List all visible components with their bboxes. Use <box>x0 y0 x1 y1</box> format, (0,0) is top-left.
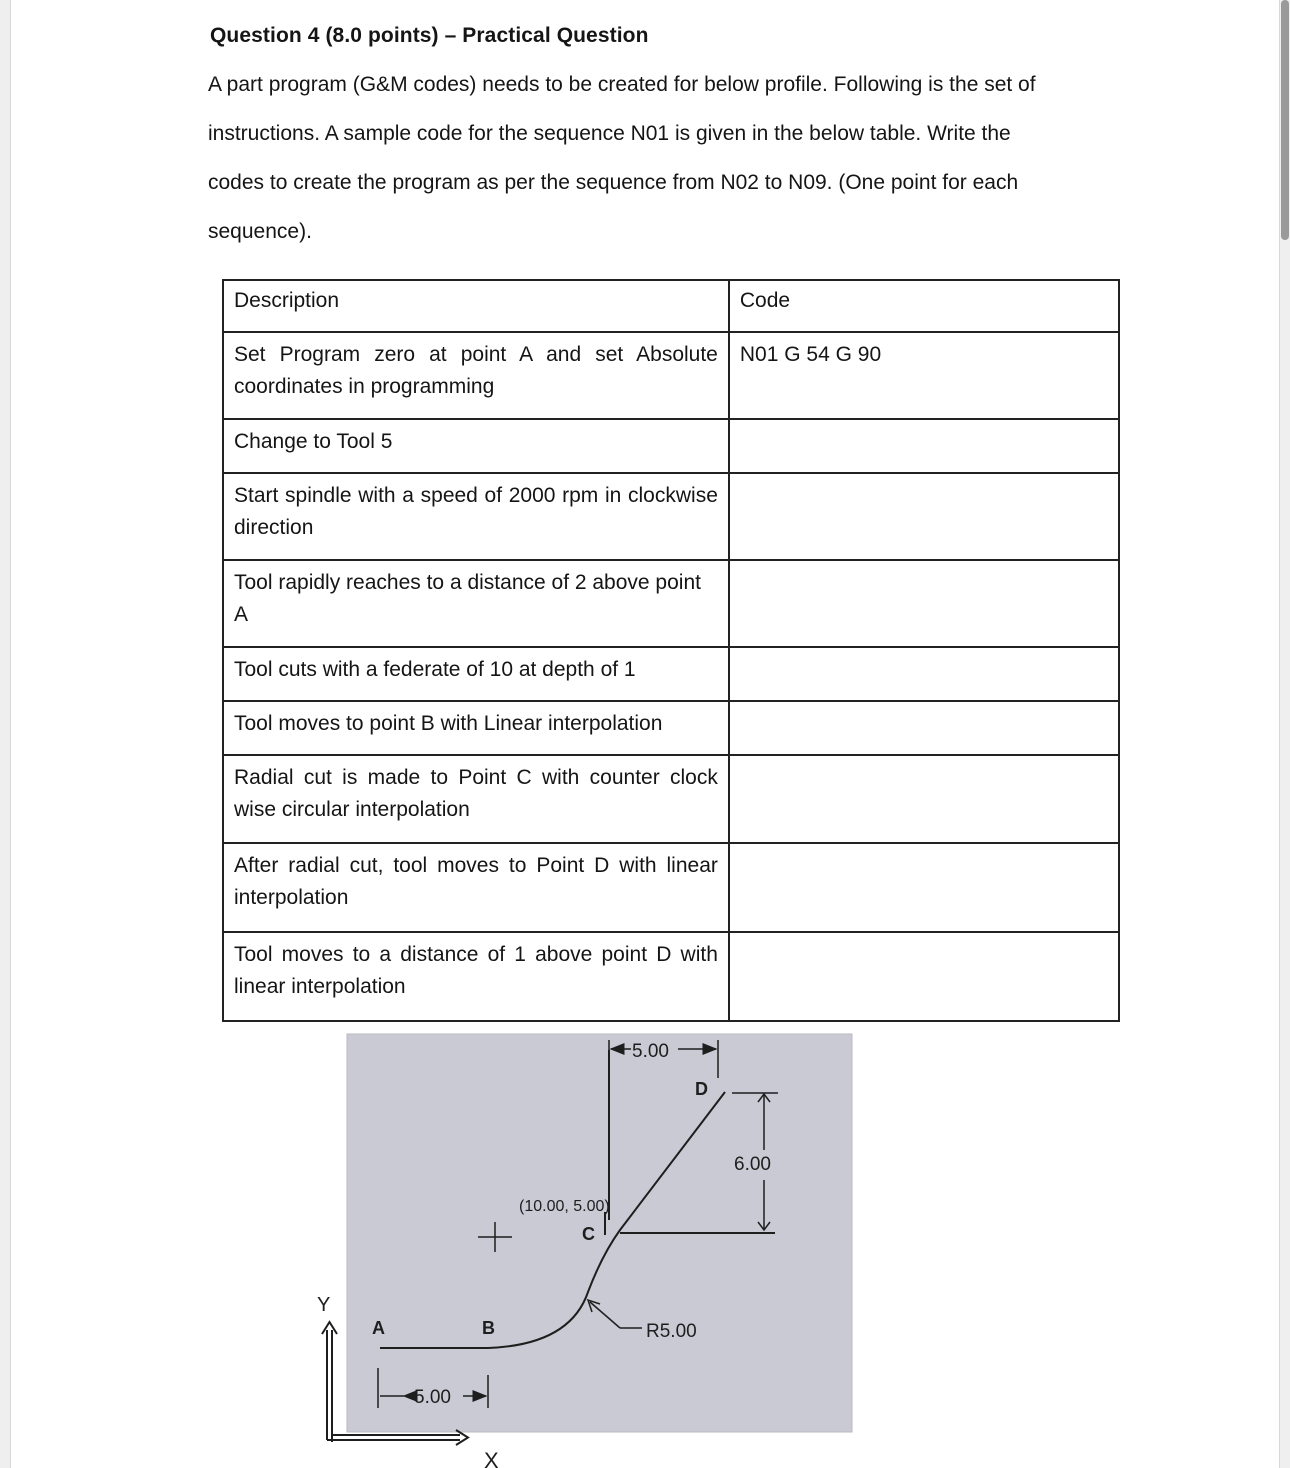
point-d-label: D <box>695 1079 708 1099</box>
profile-drawing <box>317 1030 860 1468</box>
header-code: Code <box>729 280 1119 332</box>
x-axis-label: X <box>484 1448 499 1468</box>
table-row <box>223 843 1119 932</box>
row-code[interactable]: N01 G 54 G 90 <box>729 332 1119 419</box>
row-description: Tool rapidly reaches to a distance of 2 above point A <box>223 560 729 647</box>
question-title: Question 4 (8.0 points) – Practical Question <box>210 24 649 47</box>
row-description: After radial cut, tool moves to Point D with linear interpolation <box>223 843 729 932</box>
dimension-ab-label: 5.00 <box>414 1387 451 1408</box>
table-row <box>223 560 1119 647</box>
y-axis-label: Y <box>317 1294 331 1316</box>
row-description: Tool moves to a distance of 1 above point D with linear interpolation <box>223 932 729 1021</box>
gcode-table <box>222 279 1120 1022</box>
page-left-edge <box>0 0 11 1468</box>
row-code[interactable] <box>729 843 1119 932</box>
dimension-top-label: 5.00 <box>632 1041 669 1062</box>
header-description: Description <box>223 280 729 332</box>
dimension-vertical-label: 6.00 <box>734 1154 771 1175</box>
table-header-row <box>223 280 1119 332</box>
point-c-label: C <box>582 1224 595 1244</box>
row-code[interactable] <box>729 419 1119 473</box>
table-row <box>223 932 1119 1021</box>
row-code[interactable] <box>729 473 1119 560</box>
point-b-label: B <box>482 1318 495 1338</box>
radius-label: R5.00 <box>646 1321 697 1342</box>
row-description: Change to Tool 5 <box>223 419 729 473</box>
table-row <box>223 647 1119 701</box>
table-row <box>223 755 1119 843</box>
instruction-line: A part program (G&M codes) needs to be created for below profile. Following is the set of <box>208 73 1036 96</box>
center-coords-label: (10.00, 5.00) <box>519 1198 610 1215</box>
table-row <box>223 701 1119 755</box>
row-description: Start spindle with a speed of 2000 rpm in clockwise direction <box>223 473 729 560</box>
table-row <box>223 332 1119 419</box>
table-row <box>223 419 1119 473</box>
row-description: Tool cuts with a federate of 10 at depth of 1 <box>223 647 729 701</box>
instruction-line: codes to create the program as per the sequence from N02 to N09. (One point for each <box>208 171 1019 194</box>
question-instructions <box>208 60 1078 256</box>
row-description: Tool moves to point B with Linear interpolation <box>223 701 729 755</box>
instruction-line: instructions. A sample code for the sequence N01 is given in the below table. Write the <box>208 122 1011 145</box>
row-code[interactable] <box>729 701 1119 755</box>
row-description: Radial cut is made to Point C with counter clock wise circular interpolation <box>223 755 729 843</box>
row-code[interactable] <box>729 932 1119 1021</box>
row-code[interactable] <box>729 560 1119 647</box>
point-a-label: A <box>372 1318 385 1338</box>
table-row <box>223 473 1119 560</box>
instruction-line: sequence). <box>208 220 312 243</box>
row-code[interactable] <box>729 755 1119 843</box>
page-right-edge <box>1279 0 1290 1468</box>
scrollbar-thumb[interactable] <box>1281 0 1289 240</box>
row-code[interactable] <box>729 647 1119 701</box>
y-axis-arrow <box>322 1322 337 1334</box>
row-description: Set Program zero at point A and set Absolute coordinates in programming <box>223 332 729 419</box>
